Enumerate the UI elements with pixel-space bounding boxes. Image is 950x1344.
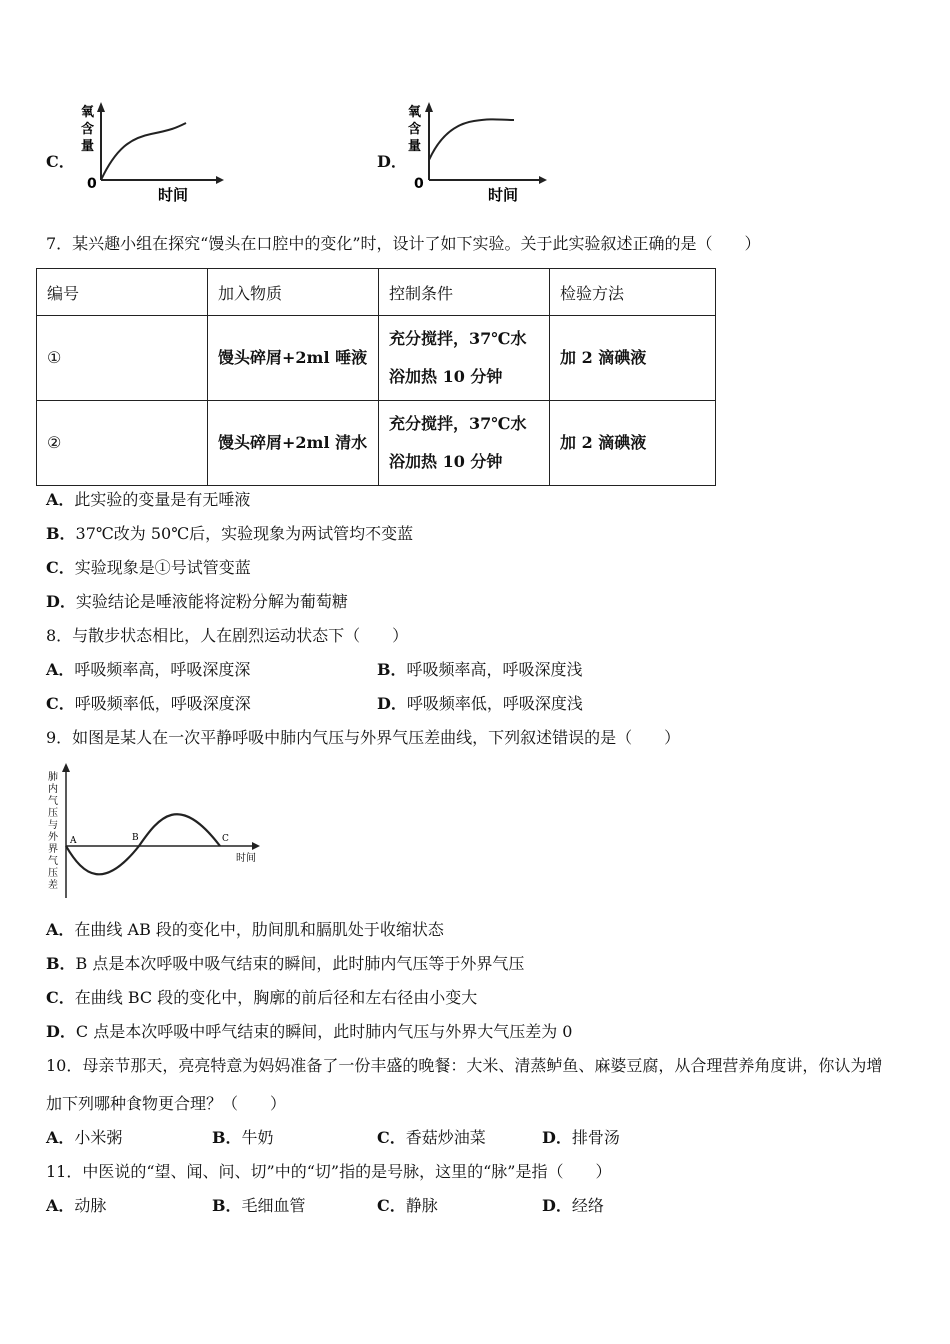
table-row [37, 316, 716, 401]
q9-pressure-graph [44, 762, 269, 902]
table-cell-id: ① [37, 316, 208, 401]
q9-option-b: B．B 点是本次呼吸中吸气结束的瞬间，此时肺内气压等于外界气压 [46, 954, 525, 973]
q7-option-c: C．实验现象是①号试管变蓝 [46, 558, 251, 577]
q10-question-line2: 加下列哪种食物更合理？（ ） [46, 1094, 287, 1113]
q10-option-a: A．小米粥 [46, 1128, 123, 1147]
graph-d-ylabel-1: 氧 [408, 105, 422, 120]
svg-text:外: 外 [48, 832, 58, 843]
q7-option-b: B．37℃改为 50℃后，实验现象为两试管均不变蓝 [46, 524, 414, 543]
table-header-cell: 加入物质 [208, 269, 379, 316]
q8-option-d: D．呼吸频率低，呼吸深度浅 [377, 694, 583, 713]
svg-text:界: 界 [48, 844, 58, 855]
graph-d-xlabel: 时间 [488, 186, 519, 204]
q11-option-c: C．静脉 [377, 1196, 438, 1215]
svg-text:压: 压 [48, 868, 58, 879]
q9-option-d: D．C 点是本次呼吸中呼气结束的瞬间，此时肺内气压与外界大气压差为 0 [46, 1022, 573, 1041]
q9-question: 9．如图是某人在一次平静呼吸中肺内气压与外界气压差曲线，下列叙述错误的是（ ） [46, 728, 681, 747]
table-row [37, 401, 716, 486]
q8-option-c: C．呼吸频率低，呼吸深度深 [46, 694, 251, 713]
svg-text:内: 内 [48, 784, 58, 795]
table-header-cell: 编号 [37, 269, 208, 316]
graph-d-origin: 0 [414, 176, 424, 192]
q10-option-c: C．香菇炒油菜 [377, 1128, 486, 1147]
condition-line-1: 充分搅拌，37℃水 [389, 329, 527, 348]
svg-text:气: 气 [48, 796, 58, 807]
q9-point-b: B [132, 833, 139, 843]
q11-question: 11．中医说的“望、闻、问、切”中的“切”指的是号脉，这里的“脉”是指（ ） [46, 1162, 612, 1181]
q10-option-b: B．牛奶 [212, 1128, 274, 1147]
q10-question-line1: 10．母亲节那天，亮亮特意为妈妈准备了一份丰盛的晚餐：大米、清蒸鲈鱼、麻婆豆腐，从合理营养角度讲，你认为增 [46, 1056, 883, 1075]
q9-option-c: C．在曲线 BC 段的变化中，胸廓的前后径和左右径由小变大 [46, 988, 478, 1007]
q6-option-c-label: C． [46, 152, 75, 171]
q7-option-d: D．实验结论是唾液能将淀粉分解为葡萄糖 [46, 592, 348, 611]
q7-question: 7．某兴趣小组在探究“馒头在口腔中的变化”时，设计了如下实验。关于此实验叙述正确的是（ ） [46, 234, 761, 253]
graph-c-ylabel-2: 含 [81, 122, 95, 137]
table-cell-id: ② [37, 401, 208, 486]
q10-option-d: D．排骨汤 [542, 1128, 620, 1147]
q9-y-arrow [62, 763, 70, 772]
q9-ylabel [48, 770, 59, 891]
table-header-cell: 检验方法 [550, 269, 716, 316]
svg-text:与: 与 [48, 820, 58, 831]
graph-d-curve [429, 119, 514, 160]
q6-graph-d [404, 98, 554, 208]
graph-c-y-arrow [97, 102, 105, 112]
q7-experiment-table [36, 268, 716, 486]
q9-point-a: A [70, 836, 77, 846]
table-header-cell: 控制条件 [379, 269, 550, 316]
svg-text:差: 差 [48, 880, 58, 891]
q8-option-b: B．呼吸频率高，呼吸深度浅 [377, 660, 583, 679]
condition-line-2: 浴加热 10 分钟 [389, 452, 503, 471]
graph-d-x-arrow [539, 176, 547, 184]
graph-c-curve [101, 123, 186, 180]
svg-text:肺: 肺 [48, 772, 58, 783]
graph-d-ylabel-2: 含 [408, 122, 422, 137]
q8-option-a: A．呼吸频率高，呼吸深度深 [46, 660, 251, 679]
graph-c-x-arrow [216, 176, 224, 184]
q9-x-arrow [252, 842, 260, 850]
svg-text:压: 压 [48, 808, 58, 819]
q6-graph-c [76, 98, 226, 208]
graph-d-y-arrow [425, 102, 433, 112]
graph-c-origin: 0 [87, 176, 97, 192]
condition-line-2: 浴加热 10 分钟 [389, 367, 503, 386]
q7-option-a: A．此实验的变量是有无唾液 [46, 490, 251, 509]
svg-text:气: 气 [48, 856, 58, 867]
table-cell-condition [379, 316, 550, 401]
q9-xlabel: 时间 [236, 853, 256, 864]
graph-c-xlabel: 时间 [158, 186, 189, 204]
q11-option-b: B．毛细血管 [212, 1196, 306, 1215]
q8-question: 8．与散步状态相比，人在剧烈运动状态下（ ） [46, 626, 409, 645]
q9-curve [66, 814, 220, 874]
table-header-row [37, 269, 716, 316]
graph-d-ylabel-3: 量 [408, 139, 422, 154]
table-cell-test: 加 2 滴碘液 [550, 401, 716, 486]
graph-c-ylabel-3: 量 [81, 139, 95, 154]
table-cell-test: 加 2 滴碘液 [550, 316, 716, 401]
q9-point-c: C [222, 834, 229, 844]
q11-option-a: A．动脉 [46, 1196, 107, 1215]
q11-option-d: D．经络 [542, 1196, 604, 1215]
condition-line-1: 充分搅拌，37℃水 [389, 414, 527, 433]
table-cell-condition [379, 401, 550, 486]
q9-option-a: A．在曲线 AB 段的变化中，肋间肌和膈肌处于收缩状态 [46, 920, 444, 939]
table-cell-substance: 馒头碎屑+2ml 清水 [208, 401, 379, 486]
graph-c-ylabel-1: 氧 [81, 105, 95, 120]
q6-option-d-label: D． [377, 152, 407, 171]
table-cell-substance: 馒头碎屑+2ml 唾液 [208, 316, 379, 401]
